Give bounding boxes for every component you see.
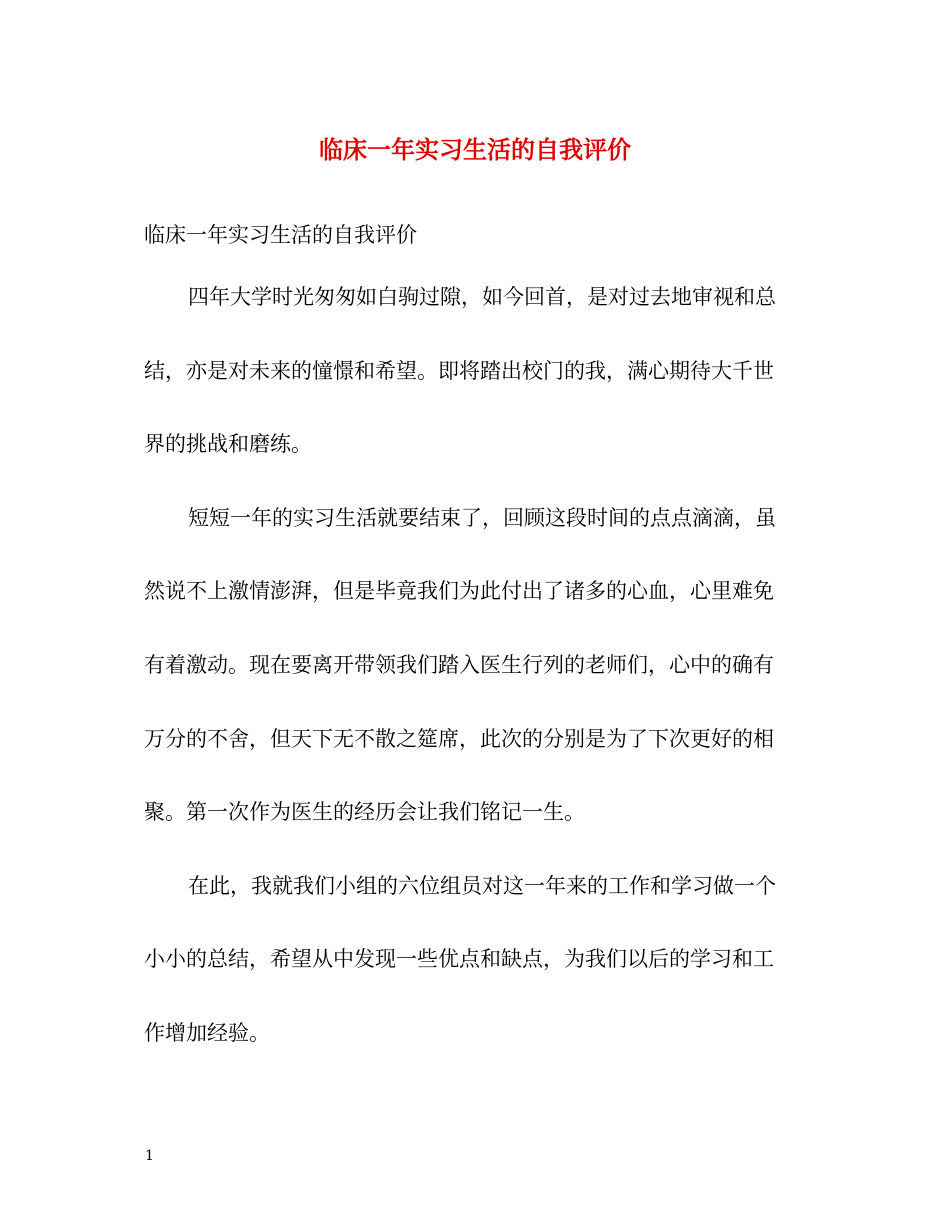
document-title: 临床一年实习生活的自我评价 — [319, 135, 631, 164]
paragraph-line: 聚。第一次作为医生的经历会让我们铭记一生。 — [144, 800, 585, 825]
document-subtitle: 临床一年实习生活的自我评价 — [144, 223, 417, 247]
paragraph-line: 然说不上激情澎湃，但是毕竟我们为此付出了诸多的心血，心里难免 — [144, 579, 774, 604]
paragraph-line: 万分的不舍，但天下无不散之筵席，此次的分别是为了下次更好的相 — [144, 726, 774, 751]
paragraph-line: 四年大学时光匆匆如白驹过隙，如今回首，是对过去地审视和总 — [188, 285, 776, 309]
paragraph-line: 在此，我就我们小组的六位组员对这一年来的工作和学习做一个 — [188, 873, 776, 898]
paragraph-2 — [144, 500, 804, 830]
paragraph-line: 小小的总结，希望从中发现一些优点和缺点，为我们以后的学习和工 — [144, 947, 774, 972]
paragraph-line: 界的挑战和磨练。 — [144, 432, 312, 457]
paragraph-line: 作增加经验。 — [144, 1020, 270, 1045]
paragraph-1 — [144, 279, 804, 462]
paragraph-line: 有着激动。现在要离开带领我们踏入医生行列的老师们，心中的确有 — [144, 652, 774, 677]
paragraph-line: 结，亦是对未来的憧憬和希望。即将踏出校门的我，满心期待大千世 — [144, 358, 774, 383]
paragraph-line: 短短一年的实习生活就要结束了，回顾这段时间的点点滴滴，虽 — [188, 505, 776, 530]
paragraph-3 — [144, 868, 804, 1051]
page-number: 1 — [145, 1148, 154, 1164]
document-body — [144, 279, 804, 1089]
